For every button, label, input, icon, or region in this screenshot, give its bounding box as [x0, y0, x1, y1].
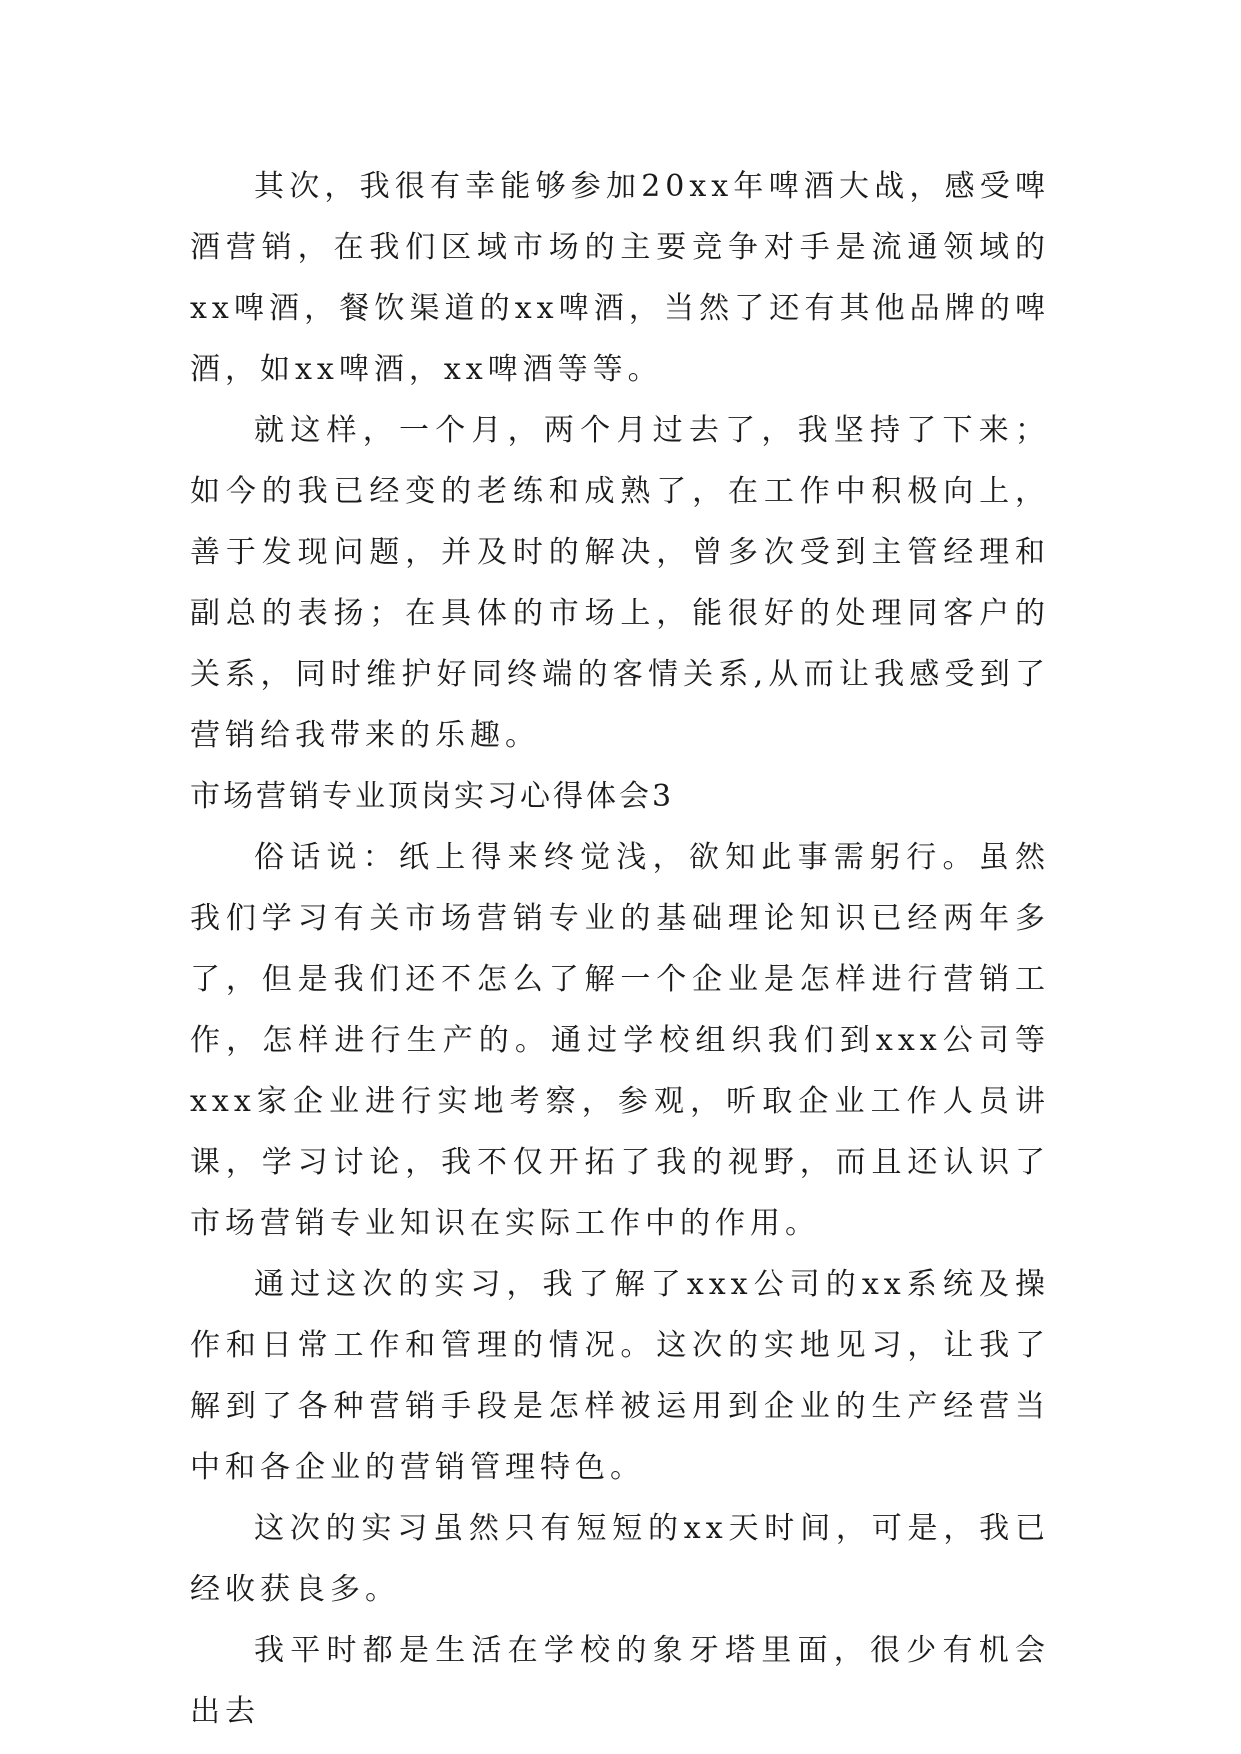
paragraph-persistence: 就这样，一个月，两个月过去了，我坚持了下来；如今的我已经变的老练和成熟了，在工作中积极向上，善于发现问题，并及时的解决，曾多次受到主管经理和副总的表扬；在具体的市场上，能很好的处理同客户的关系，同时维护好同终端的客情关系,从而让我感受到了营销给我带来的乐趣。	[190, 413, 1050, 753]
paragraph-ivory-tower: 我平时都是生活在学校的象牙塔里面，很少有机会出去	[190, 1633, 1050, 1729]
paragraph-beer-battle: 其次，我很有幸能够参加20xx年啤酒大战，感受啤酒营销，在我们区域市场的主要竞争对手是流通领域的xx啤酒，餐饮渠道的xx啤酒，当然了还有其他品牌的啤酒，如xx啤酒，xx啤酒等等。	[190, 169, 1050, 387]
paragraph-internship-learning: 通过这次的实习，我了解了xxx公司的xx系统及操作和日常工作和管理的情况。这次的实地见习，让我了解到了各种营销手段是怎样被运用到企业的生产经营当中和各企业的营销管理特色。	[190, 1267, 1050, 1485]
paragraph-proverb: 俗话说：纸上得来终觉浅，欲知此事需躬行。虽然我们学习有关市场营销专业的基础理论知识已经两年多了，但是我们还不怎么了解一个企业是怎样进行营销工作，怎样进行生产的。通过学校组织我们到xxx公司等xxx家企业进行实地考察，参观，听取企业工作人员讲课，学习讨论，我不仅开拓了我的视野，而且还认识了市场营销专业知识在实际工作中的作用。	[190, 840, 1050, 1241]
paragraph-gains: 这次的实习虽然只有短短的xx天时间，可是，我已经收获良多。	[190, 1511, 1050, 1607]
section-title: 市场营销专业顶岗实习心得体会3	[190, 779, 675, 814]
document-page	[190, 156, 1050, 1742]
